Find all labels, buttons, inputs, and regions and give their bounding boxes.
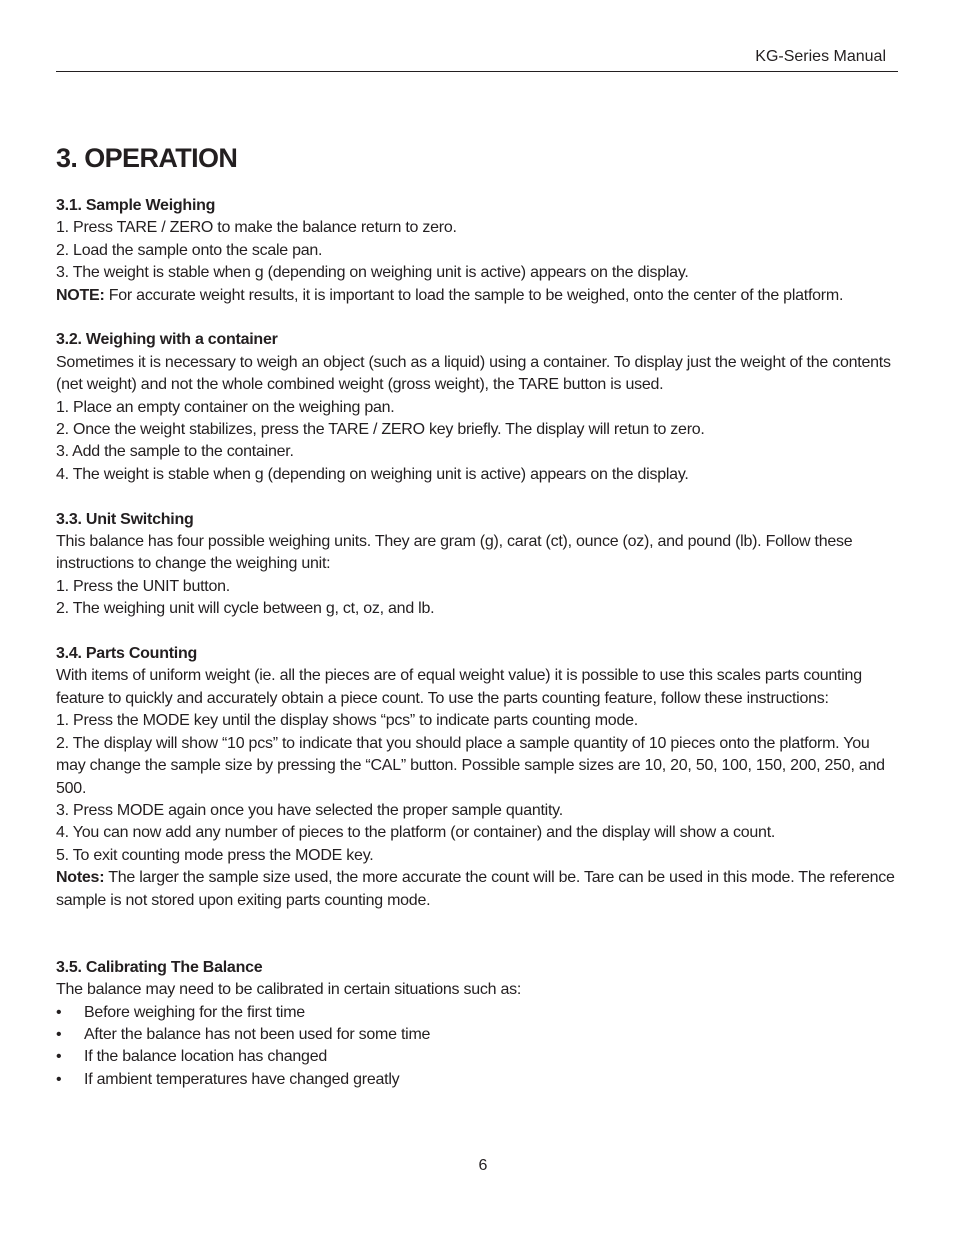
header-title: KG-Series Manual (755, 48, 886, 65)
list-item-text: Before weighing for the first time (84, 1003, 305, 1021)
note-paragraph (56, 285, 900, 307)
step-line: 1. Press the MODE key until the display shows “pcs” to indicate parts counting mode. (56, 712, 638, 730)
note-paragraph (56, 867, 900, 912)
section-calibrating (56, 957, 900, 1091)
section-weighing-with-container (56, 329, 900, 486)
section-sample-weighing (56, 195, 900, 307)
step-line: 3. Add the sample to the container. (56, 443, 294, 461)
list-item-text: If the balance location has changed (84, 1048, 327, 1066)
note-label: Notes: (56, 869, 105, 887)
note-text: The larger the sample size used, the more accurate the count will be. Tare can be used in this mode. The reference sample is not stored upon exiting parts counting mode. (56, 869, 895, 909)
note-label: NOTE: (56, 286, 105, 304)
step-line: 2. Once the weight stabilizes, press the TARE / ZERO key briefly. The display will retun to zero. (56, 421, 705, 439)
step-line: 3. Press MODE again once you have selected the proper sample quantity. (56, 801, 563, 819)
bullet-mark: • (56, 1070, 62, 1088)
section-parts-counting (56, 643, 900, 912)
page-content (56, 138, 900, 1091)
list-item (56, 1002, 900, 1024)
list-item (56, 1069, 900, 1091)
intro-paragraph: With items of uniform weight (ie. all the pieces are of equal weight value) it is possible to use this scales parts counting feature to quickly and accurately obtain a piece count. To use the parts counting feature, follow these instructions: (56, 667, 862, 707)
page-header (56, 44, 898, 72)
section-heading: 3.3. Unit Switching (56, 510, 194, 528)
bullet-mark: • (56, 1025, 62, 1043)
step-line: 3. The weight is stable when g (depending on weighing unit is active) appears on the display. (56, 264, 689, 282)
list-item (56, 1024, 900, 1046)
step-line: 4. You can now add any number of pieces to the platform (or container) and the display will show a count. (56, 824, 776, 842)
bullet-mark: • (56, 1003, 62, 1021)
page-number: 6 (478, 1157, 488, 1174)
section-unit-switching (56, 509, 900, 621)
step-line: 1. Press the UNIT button. (56, 577, 230, 595)
step-line: 1. Place an empty container on the weighing pan. (56, 398, 395, 416)
list-item-text: After the balance has not been used for some time (84, 1025, 431, 1043)
note-text: For accurate weight results, it is important to load the sample to be weighed, onto the center of the platform. (104, 286, 844, 304)
list-item-text: If ambient temperatures have changed greatly (84, 1070, 400, 1088)
chapter-title: 3. OPERATION (56, 143, 238, 173)
section-heading: 3.4. Parts Counting (56, 645, 198, 663)
step-line: 4. The weight is stable when g (depending on weighing unit is active) appears on the display. (56, 465, 689, 483)
step-line: 5. To exit counting mode press the MODE key. (56, 846, 374, 864)
bullet-list (56, 1002, 900, 1092)
list-item (56, 1046, 900, 1068)
intro-paragraph: Sometimes it is necessary to weigh an object (such as a liquid) using a container. To display just the weight of the contents (net weight) and not the whole combined weight (gross weight), the TARE button is used. (56, 353, 891, 394)
section-heading: 3.1. Sample Weighing (56, 197, 216, 214)
section-heading: 3.5. Calibrating The Balance (56, 958, 263, 976)
intro-paragraph: This balance has four possible weighing units. They are gram (g), carat (ct), ounce (oz), and pound (lb). Follow these instructions to change the weighing unit: (56, 533, 853, 573)
section-heading: 3.2. Weighing with a container (56, 331, 278, 349)
intro-paragraph: The balance may need to be calibrated in certain situations such as: (56, 981, 522, 999)
bullet-mark: • (56, 1048, 62, 1066)
step-line: 2. The weighing unit will cycle between g, ct, oz, and lb. (56, 600, 435, 618)
step-line: 2. Load the sample onto the scale pan. (56, 241, 323, 259)
step-line: 2. The display will show “10 pcs” to indicate that you should place a sample quantity of 10 pieces onto the platform. You may change the sample size by pressing the “CAL” button. Possible sample sizes are 10, 20, 50, 100, 150, 200, 250, and 500. (56, 734, 885, 797)
step-line: 1. Press TARE / ZERO to make the balance return to zero. (56, 219, 457, 237)
